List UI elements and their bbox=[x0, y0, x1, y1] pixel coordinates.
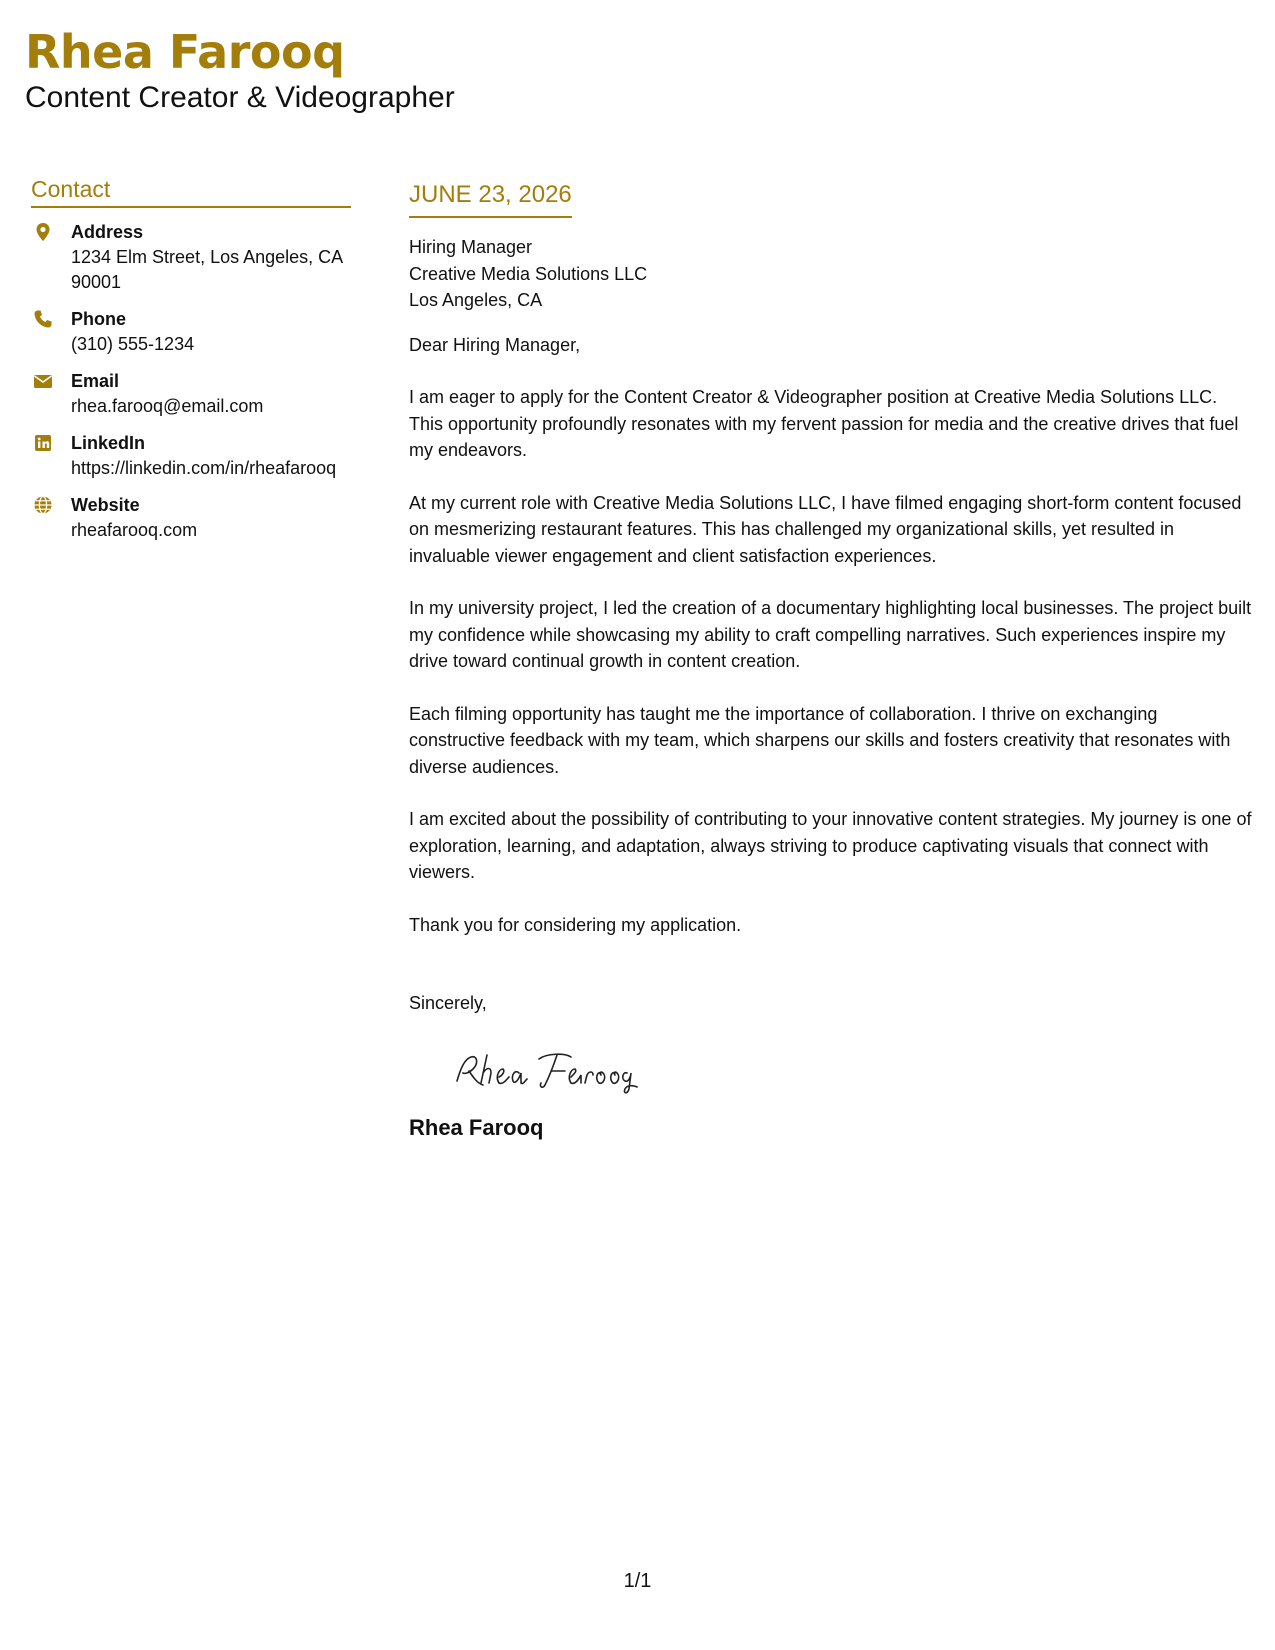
salutation: Dear Hiring Manager, bbox=[409, 334, 581, 355]
letter-header bbox=[25, 24, 455, 116]
body-paragraph: I am eager to apply for the Content Creator & Videographer position at Creative Media Solutions LLC. This opportunity profoundly resonates with my fervent passion for media and the creative drives that fuel my endeavors. bbox=[409, 387, 1239, 460]
recipient-line: Creative Media Solutions LLC bbox=[409, 263, 648, 284]
date-block bbox=[409, 178, 572, 218]
recipient-line: Hiring Manager bbox=[409, 237, 533, 257]
phone-label: Phone bbox=[71, 309, 127, 329]
contact-item-phone bbox=[31, 307, 351, 357]
address-value: 1234 Elm Street, Los Angeles, CA 90001 bbox=[71, 247, 343, 292]
linkedin-label: LinkedIn bbox=[71, 433, 146, 453]
handwritten-signature bbox=[447, 1041, 1254, 1101]
contact-item-linkedin bbox=[31, 431, 351, 481]
email-label: Email bbox=[71, 371, 120, 391]
map-pin-icon bbox=[33, 222, 53, 242]
body-paragraph: I am excited about the possibility of contributing to your innovative content strategies. My journey is one of exploration, learning, and adaptation, always striving to produce captivating visuals that connect with viewers. bbox=[409, 809, 1252, 882]
globe-icon bbox=[33, 495, 53, 515]
body-paragraph: Each filming opportunity has taught me the importance of collaboration. I thrive on exchanging constructive feedback with my team, which sharpens our skills and fosters creativity that resonates with diverse audiences. bbox=[409, 703, 1231, 777]
signature-image bbox=[447, 1041, 647, 1101]
body-paragraph: In my university project, I led the creation of a documentary highlighting local businesses. The project built my confidence while showcasing my ability to craft compelling narratives. Such experiences inspire my drive toward continual growth in content creation. bbox=[409, 598, 1252, 671]
website-value[interactable]: rheafarooq.com bbox=[71, 520, 198, 540]
website-label: Website bbox=[71, 495, 140, 515]
body-paragraph: Thank you for considering my application. bbox=[409, 914, 742, 935]
contact-heading: Contact bbox=[31, 174, 351, 208]
recipient-block bbox=[409, 234, 1254, 314]
envelope-icon bbox=[33, 371, 53, 391]
letter-date: JUNE 23, 2026 bbox=[409, 181, 572, 208]
page-indicator: 1/1 bbox=[623, 1570, 652, 1592]
applicant-title: Content Creator & Videographer bbox=[25, 81, 455, 114]
contact-sidebar bbox=[31, 174, 351, 543]
closing: Sincerely, bbox=[409, 993, 487, 1013]
applicant-name: Rhea Farooq bbox=[25, 25, 345, 79]
linkedin-icon bbox=[33, 433, 53, 453]
phone-value: (310) 555-1234 bbox=[71, 334, 195, 354]
phone-icon bbox=[33, 309, 53, 329]
recipient-line: Los Angeles, CA bbox=[409, 290, 543, 310]
email-value[interactable]: rhea.farooq@email.com bbox=[71, 396, 264, 416]
linkedin-value[interactable]: https://linkedin.com/in/rheafarooq bbox=[71, 458, 337, 478]
contact-item-website bbox=[31, 493, 351, 543]
letter-body bbox=[409, 178, 1254, 1141]
contact-item-email bbox=[31, 369, 351, 419]
address-label: Address bbox=[71, 222, 144, 242]
contact-item-address bbox=[31, 220, 351, 295]
body-paragraph: At my current role with Creative Media Solutions LLC, I have filmed engaging short-form content focused on mesmerizing restaurant features. This has challenged my organizational skills, yet resulted in invaluable viewer engagement and client satisfaction experiences. bbox=[409, 492, 1242, 566]
signed-name: Rhea Farooq bbox=[409, 1114, 544, 1140]
